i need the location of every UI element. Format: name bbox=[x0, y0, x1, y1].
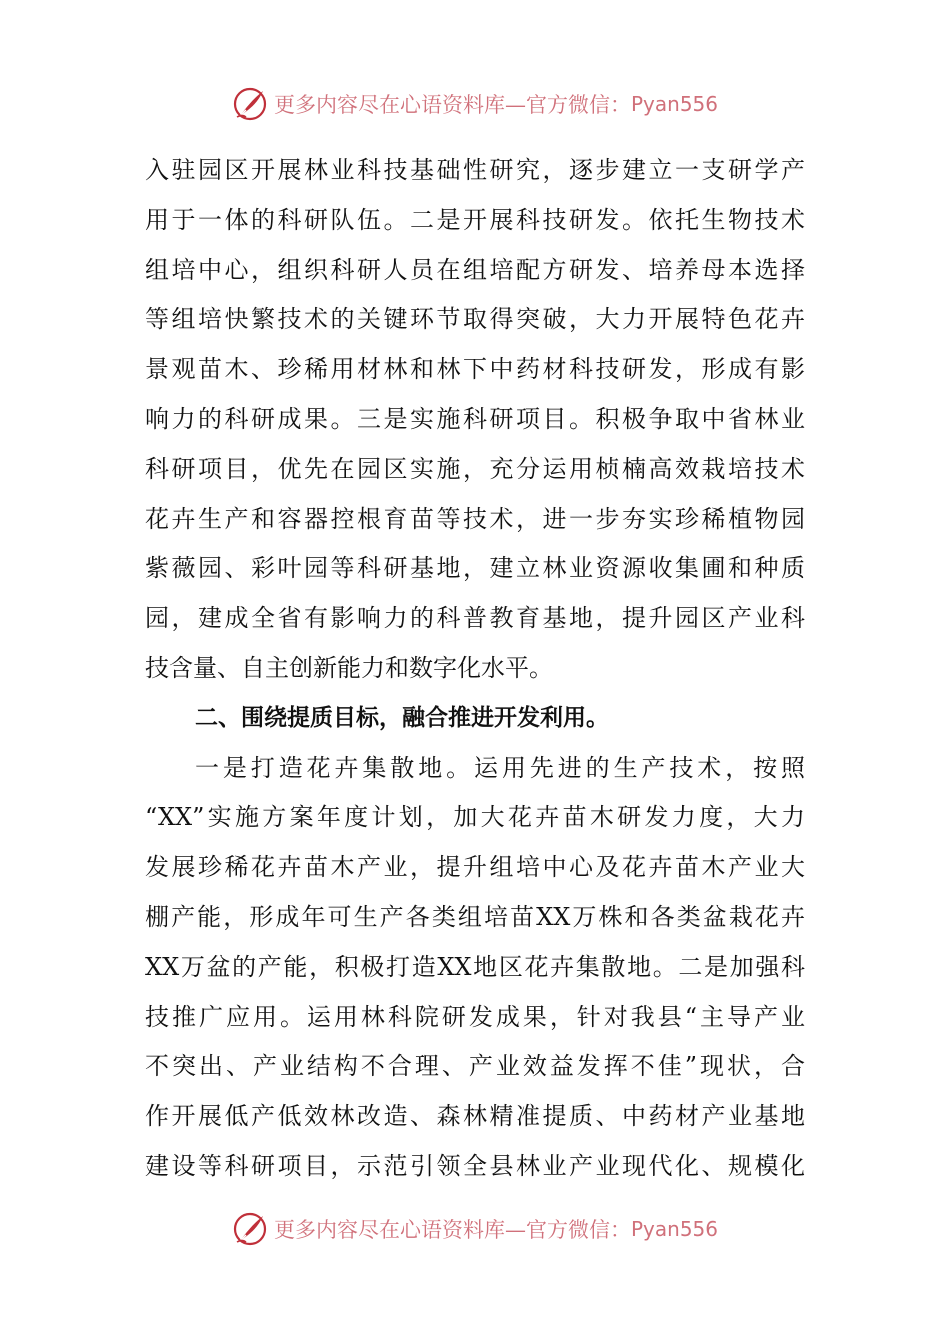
quill-pen-logo-icon bbox=[232, 86, 268, 122]
text-line: 用于一体的科研队伍。二是开展科技研发。依托生物技术 bbox=[145, 205, 805, 234]
text-line: 园，建成全省有影响力的科普教育基地，提升园区产业科 bbox=[145, 604, 805, 633]
paragraph-2 bbox=[145, 744, 805, 1192]
banner-wechat-id: Pyan556 bbox=[630, 92, 718, 116]
text-line: 等组培快繁技术的关键环节取得突破，大力开展特色花卉 bbox=[145, 305, 805, 334]
text-line: 组培中心，组织科研人员在组培配方研发、培养母本选择 bbox=[145, 255, 805, 284]
text-line: 技含量、自主创新能力和数字化水平。 bbox=[145, 653, 553, 682]
banner-wechat-id: Pyan556 bbox=[630, 1217, 718, 1241]
text-line: 入驻园区开展林业科技基础性研究，逐步建立一支研学产 bbox=[145, 156, 805, 184]
text-line: XX万盆的产能，积极打造XX地区花卉集散地。二是加强科 bbox=[145, 952, 805, 981]
text-line: 科研项目，优先在园区实施，充分运用桢楠高效栽培技术 bbox=[145, 454, 805, 483]
text-line: 响力的科研成果。三是实施科研项目。积极争取中省林业 bbox=[145, 404, 805, 433]
footer-banner bbox=[0, 1207, 950, 1251]
document-body bbox=[145, 146, 805, 1192]
banner-text: 更多内容尽在心语资料库—官方微信： bbox=[273, 1218, 631, 1242]
section-heading: 二、围绕提质目标，融合推进开发利用。 bbox=[195, 704, 609, 731]
text-line: 发展珍稀花卉苗木产业，提升组培中心及花卉苗木产业大 bbox=[145, 853, 805, 882]
text-line: 景观苗木、珍稀用材林和林下中药材科技研发，形成有影 bbox=[145, 355, 805, 384]
banner-text: 更多内容尽在心语资料库—官方微信： bbox=[273, 93, 631, 117]
text-line: 花卉生产和容器控根育苗等技术，进一步夯实珍稀植物园 bbox=[145, 504, 805, 533]
quill-pen-logo-icon bbox=[232, 1211, 268, 1247]
text-line: “XX”实施方案年度计划，加大花卉苗木研发力度，大力 bbox=[145, 803, 805, 832]
text-line: 紫薇园、彩叶园等科研基地，建立林业资源收集圃和种质 bbox=[145, 554, 805, 583]
text-line: 棚产能，形成年可生产各类组培苗XX万株和各类盆栽花卉 bbox=[145, 902, 805, 931]
paragraph-1 bbox=[145, 146, 805, 694]
text-line: 作开展低产低效林改造、森林精准提质、中药材产业基地 bbox=[145, 1102, 805, 1131]
text-line: 一是打造花卉集散地。运用先进的生产技术，按照 bbox=[195, 753, 805, 782]
header-banner bbox=[0, 82, 950, 126]
text-line: 建设等科研项目，示范引领全县林业产业现代化、规模化 bbox=[145, 1151, 805, 1180]
text-line: 技推广应用。运用林科院研发成果，针对我县“主导产业 bbox=[145, 1002, 805, 1031]
text-line: 不突出、产业结构不合理、产业效益发挥不佳”现状，合 bbox=[145, 1052, 805, 1081]
